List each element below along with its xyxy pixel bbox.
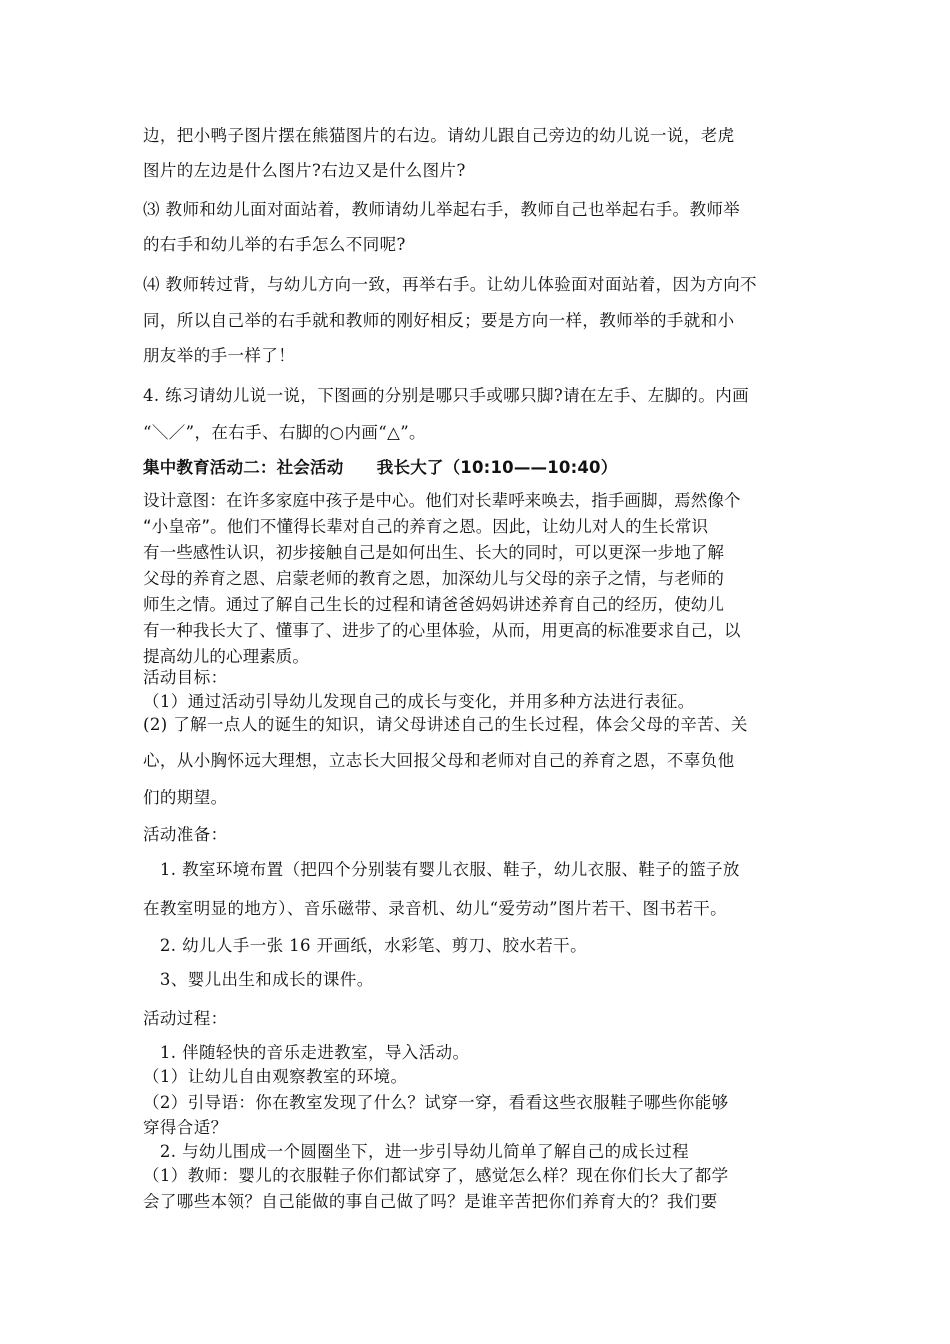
text-line: 2. 与幼儿围成一个圆圈坐下，进一步引导幼儿简单了解自己的成长过程 — [143, 1142, 690, 1161]
text-line: 朋友举的手一样了！ — [143, 346, 296, 365]
text-line: （1）教师：婴儿的衣服鞋子你们都试穿了，感觉怎么样？现在你们长大了都学 — [143, 1166, 729, 1185]
text-line: “小皇帝”。他们不懂得长辈对自己的养育之恩。因此，让幼儿对人的生长常识 — [143, 517, 709, 536]
text-line: 父母的养育之恩、启蒙老师的教育之恩，加深幼儿与父母的亲子之情，与老师的 — [143, 569, 724, 588]
text-line: 同，所以自己举的右手就和教师的刚好相反；要是方向一样，教师举的手就和小 — [143, 311, 735, 330]
text-line: 1. 伴随轻快的音乐走进教室，导入活动。 — [143, 1043, 470, 1062]
text-line: 在教室明显的地方）、音乐磁带、录音机、幼儿“爱劳动”图片若干、图书若干。 — [143, 899, 728, 918]
section-heading: 集中教育活动二：社会活动 我长大了（10:10——10:40） — [143, 458, 618, 477]
text-line: 1. 教室环境布置（把四个分别装有婴儿衣服、鞋子，幼儿衣服、鞋子的篮子放 — [143, 860, 740, 879]
text-line: 提高幼儿的心理素质。 — [143, 647, 309, 666]
text-line: 的右手和幼儿举的右手怎么不同呢? — [143, 235, 406, 254]
text-line: 活动目标： — [143, 668, 228, 687]
text-line: 师生之情。通过了解自己生长的过程和请爸爸妈妈讲述养育自己的经历，使幼儿 — [143, 595, 724, 614]
text-line: 图片的左边是什么图片?右边又是什么图片? — [143, 161, 466, 180]
text-line: 4. 练习请幼儿说一说，下图画的分别是哪只手或哪只脚?请在左手、左脚的。内画 — [143, 386, 750, 405]
text-line: 们的期望。 — [143, 788, 228, 807]
text-line: （2）引导语：你在教室发现了什么？试穿一穿，看看这些衣服鞋子哪些你能够 — [143, 1093, 729, 1112]
text-line: 有一些感性认识，初步接触自己是如何出生、长大的同时，可以更深一步地了解 — [143, 543, 724, 562]
text-line: “＼／”，在右手、右脚的○内画“△”。 — [143, 423, 426, 442]
text-line: ⑷ 教师转过背，与幼儿方向一致，再举右手。让幼儿体验面对面站着，因为方向不 — [143, 275, 758, 294]
text-line: 边，把小鸭子图片摆在熊猫图片的右边。请幼儿跟自己旁边的幼儿说一说，老虎 — [143, 126, 735, 145]
text-line: 3、婴儿出生和成长的课件。 — [143, 970, 374, 989]
text-line: （1）让幼儿自由观察教室的环境。 — [143, 1067, 408, 1086]
text-line: 活动准备： — [143, 825, 228, 844]
text-line: (2) 了解一点人的诞生的知识，请父母讲述自己的生长过程，体会父母的辛苦、关 — [143, 715, 748, 734]
text-line: （1）通过活动引导幼儿发现自己的成长与变化，并用多种方法进行表征。 — [143, 692, 695, 711]
text-line: 活动过程： — [143, 1009, 228, 1028]
text-line: 会了哪些本领？自己能做的事自己做了吗？是谁辛苦把你们养育大的？我们要 — [143, 1192, 718, 1211]
text-line: 心，从小胸怀远大理想，立志长大回报父母和老师对自己的养育之恩，不辜负他 — [143, 751, 735, 770]
text-line: ⑶ 教师和幼儿面对面站着，教师请幼儿举起右手，教师自己也举起右手。教师举 — [143, 200, 741, 219]
text-line: 穿得合适？ — [143, 1118, 228, 1137]
text-line: 有一种我长大了、懂事了、进步了的心里体验，从而，用更高的标准要求自己，以 — [143, 621, 741, 640]
text-line: 设计意图：在许多家庭中孩子是中心。他们对长辈呼来唤去，指手画脚，焉然像个 — [143, 491, 741, 510]
text-line: 2. 幼儿人手一张 16 开画纸，水彩笔、剪刀、胶水若干。 — [143, 936, 587, 955]
